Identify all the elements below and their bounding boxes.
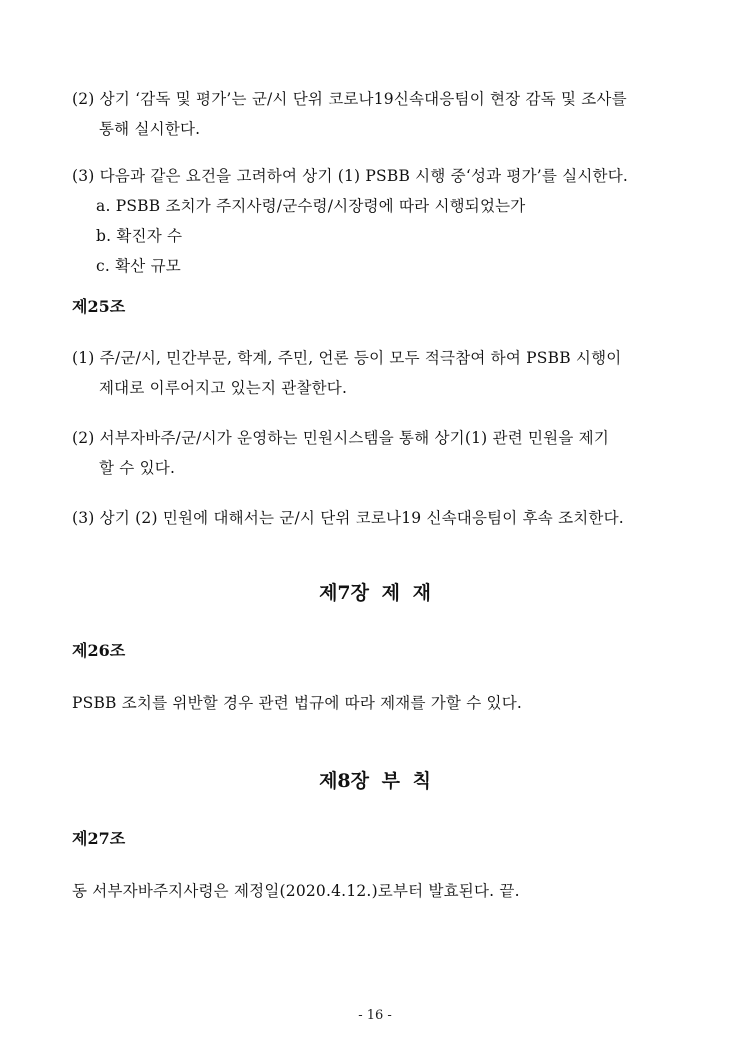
list-item: c. 확산 규모 [96,257,181,275]
article-heading-27: 제27조 [72,829,126,848]
paragraph-evaluation [72,161,684,281]
chapter-heading-8: 제8장 부 칙 [319,770,431,792]
text-line: PSBB 조치를 위반할 경우 관련 법규에 따라 제재를 가할 수 있다. [72,694,523,712]
paragraph-article26 [72,688,684,718]
text-line: (1) 주/군/시, 민간부문, 학계, 주민, 언론 등이 모두 적극참여 하여 PSBB 시행이 [72,349,622,367]
article-heading-26: 제26조 [72,641,126,660]
article-heading-25: 제25조 [72,297,126,316]
text-line: 제대로 이루어지고 있는지 관찰한다. [99,379,348,397]
text-line: (2) 서부자바주/군/시가 운영하는 민원시스템을 통해 상기(1) 관련 민원을 제기 [72,429,609,447]
paragraph-supervision [72,84,684,144]
text-line: (3) 상기 (2) 민원에 대해서는 군/시 단위 코로나19 신속대응팀이 후속 조치한다. [72,509,624,527]
list-item: b. 확진자 수 [96,227,183,245]
text-line: 동 서부자바주지사령은 제정일(2020.4.12.)로부터 발효된다. 끝. [72,882,520,900]
text-line: (3) 다음과 같은 요건을 고려하여 상기 (1) PSBB 시행 중‘성과 평가’를 실시한다. [72,167,629,185]
chapter-heading-7: 제7장 제 재 [319,582,431,604]
text-line: (2) 상기 ‘감독 및 평가’는 군/시 단위 코로나19신속대응팀이 현장 감독 및 조사를 [72,90,627,108]
paragraph-article25-2 [72,423,684,483]
list-item: a. PSBB 조치가 주지사령/군수령/시장령에 따라 시행되었는가 [96,197,526,215]
paragraph-article27 [72,876,684,906]
page-number: - 16 - [358,1008,392,1023]
paragraph-article25-1 [72,343,684,403]
text-line: 할 수 있다. [99,459,176,477]
text-line: 통해 실시한다. [99,120,201,138]
paragraph-article25-3 [72,503,684,533]
